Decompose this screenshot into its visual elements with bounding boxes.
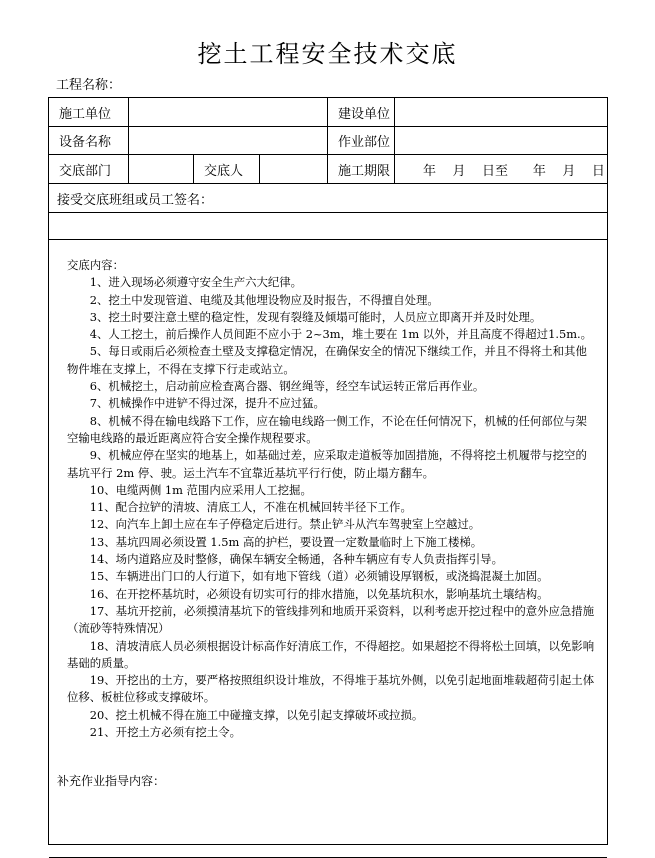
supplement-label: 补充作业指导内容：	[57, 774, 166, 788]
signature-label: 接受交底班组或员工签名：	[57, 192, 214, 208]
owner-unit-label: 建设单位	[328, 98, 395, 126]
issuing-dept-field[interactable]	[129, 155, 194, 183]
content-item: 11、配合拉铲的清坡、清底工人，不准在机械回转半径下工作。	[89, 500, 412, 515]
document-title: 挖土工程安全技术交底	[197, 40, 458, 68]
issuing-dept-label: 交底部门	[49, 155, 129, 183]
content-item: 20、挖土机械不得在施工中碰撞支撑，以免引起支撑破坏或拉损。	[89, 707, 424, 722]
content-item: 15、车辆进出门口的人行道下，如有地下管线（道）必须铺设厚钢板，或浇捣混凝土加固。	[89, 569, 549, 584]
work-location-label: 作业部位	[328, 127, 395, 154]
content-item: 21、开挖土方必须有挖土令。	[89, 725, 241, 740]
form-row-signature	[49, 184, 607, 213]
content-item: 14、场内道路应及时整修，确保车辆安全畅通，各种车辆应有专人负责指挥引导。	[89, 552, 503, 567]
content-item: 17、基坑开挖前，必须摸清基坑下的管线排列和地质开采资料，以利考虑开挖过程中的意外应急措施（流砂等特殊情况）	[67, 603, 595, 636]
equipment-name-field[interactable]	[129, 127, 328, 154]
content-item: 4、人工挖土，前后操作人员间距不应小于 2~3m，堆土要在 1m 以外，并且高度不得超过1.5m.。	[89, 327, 593, 342]
content-item: 2、挖土中发现管道、电缆及其他埋设物应及时报告，不得擅自处理。	[89, 292, 439, 307]
content-item: 7、机械操作中进铲不得过深，提升不应过猛。	[89, 396, 325, 411]
content-item: 8、机械不得在输电线路下工作，应在输电线路一侧工作，不论在任何情况下，机械的任何部位与架空输电线路的最近距离应符合安全操作规程要求。	[67, 413, 587, 445]
project-name-label: 工程名称：	[56, 78, 122, 93]
disclosure-content	[49, 240, 607, 858]
content-item: 16、在开挖杯基坑时，必须设有切实可行的排水措施，以免基坑积水，影响基坑土壤结构。	[89, 586, 549, 601]
content-item: 10、电缆两侧 1m 范围内应采用人工挖掘。	[89, 482, 312, 497]
content-heading: 交底内容：	[67, 258, 124, 272]
signature-field[interactable]	[49, 213, 607, 240]
period-label: 施工期限	[328, 155, 395, 183]
form-row-issuer	[49, 155, 607, 184]
content-item: 12、向汽车上卸土应在车子停稳定后进行。禁止铲斗从汽车驾驶室上空越过。	[89, 517, 481, 532]
equipment-name-label: 设备名称	[49, 127, 129, 154]
content-item: 13、基坑四周必须设置 1.5m 高的护栏，要设置一定数量临时上下施工楼梯。	[89, 534, 483, 549]
form-row-equipment	[49, 127, 607, 155]
content-item: 6、机械挖土，启动前应检查离合器、钢丝绳等，经空车试运转正常后再作业。	[89, 379, 485, 394]
construction-unit-field[interactable]	[129, 98, 328, 126]
content-item: 18、清坡清底人员必须根据设计标高作好清底工作，不得超挖。如果超挖不得将松土回填，以免影响基础的质量。	[67, 638, 595, 670]
content-item: 5、每日或雨后必须检查土壁及支撑稳定情况，在确保安全的情况下继续工作，并且不得将土和其他物件堆在支撑上，不得在支撑下行走或站立。	[67, 344, 587, 376]
period-value[interactable]: 年 月 日至 年 月 日	[423, 163, 605, 179]
work-location-field[interactable]	[395, 127, 607, 154]
content-item: 19、开挖出的土方，要严格按照组织设计堆放，不得堆于基坑外侧，以免引起地面堆载超荷引起土体位移、板桩位移或支撑破坏。	[67, 673, 595, 705]
construction-unit-label: 施工单位	[49, 98, 129, 126]
form-row-units	[49, 98, 607, 127]
content-item: 9、机械应停在坚实的地基上，如基础过差，应采取走道板等加固措施，不得将挖土机履带与挖空的基坑平行 2m 停、驶。运土汽车不宜靠近基坑平行行使，防止塌方翻车。	[67, 448, 587, 480]
issuer-label: 交底人	[194, 155, 260, 183]
content-item: 1、进入现场必须遵守安全生产六大纪律。	[89, 275, 303, 290]
issuer-field[interactable]	[260, 155, 328, 183]
disclosure-form	[48, 97, 608, 845]
owner-unit-field[interactable]	[395, 98, 607, 126]
content-item: 3、挖土时要注意土壁的稳定性，发现有裂缝及倾塌可能时，人员应立即离开并及时处理。	[89, 309, 542, 324]
